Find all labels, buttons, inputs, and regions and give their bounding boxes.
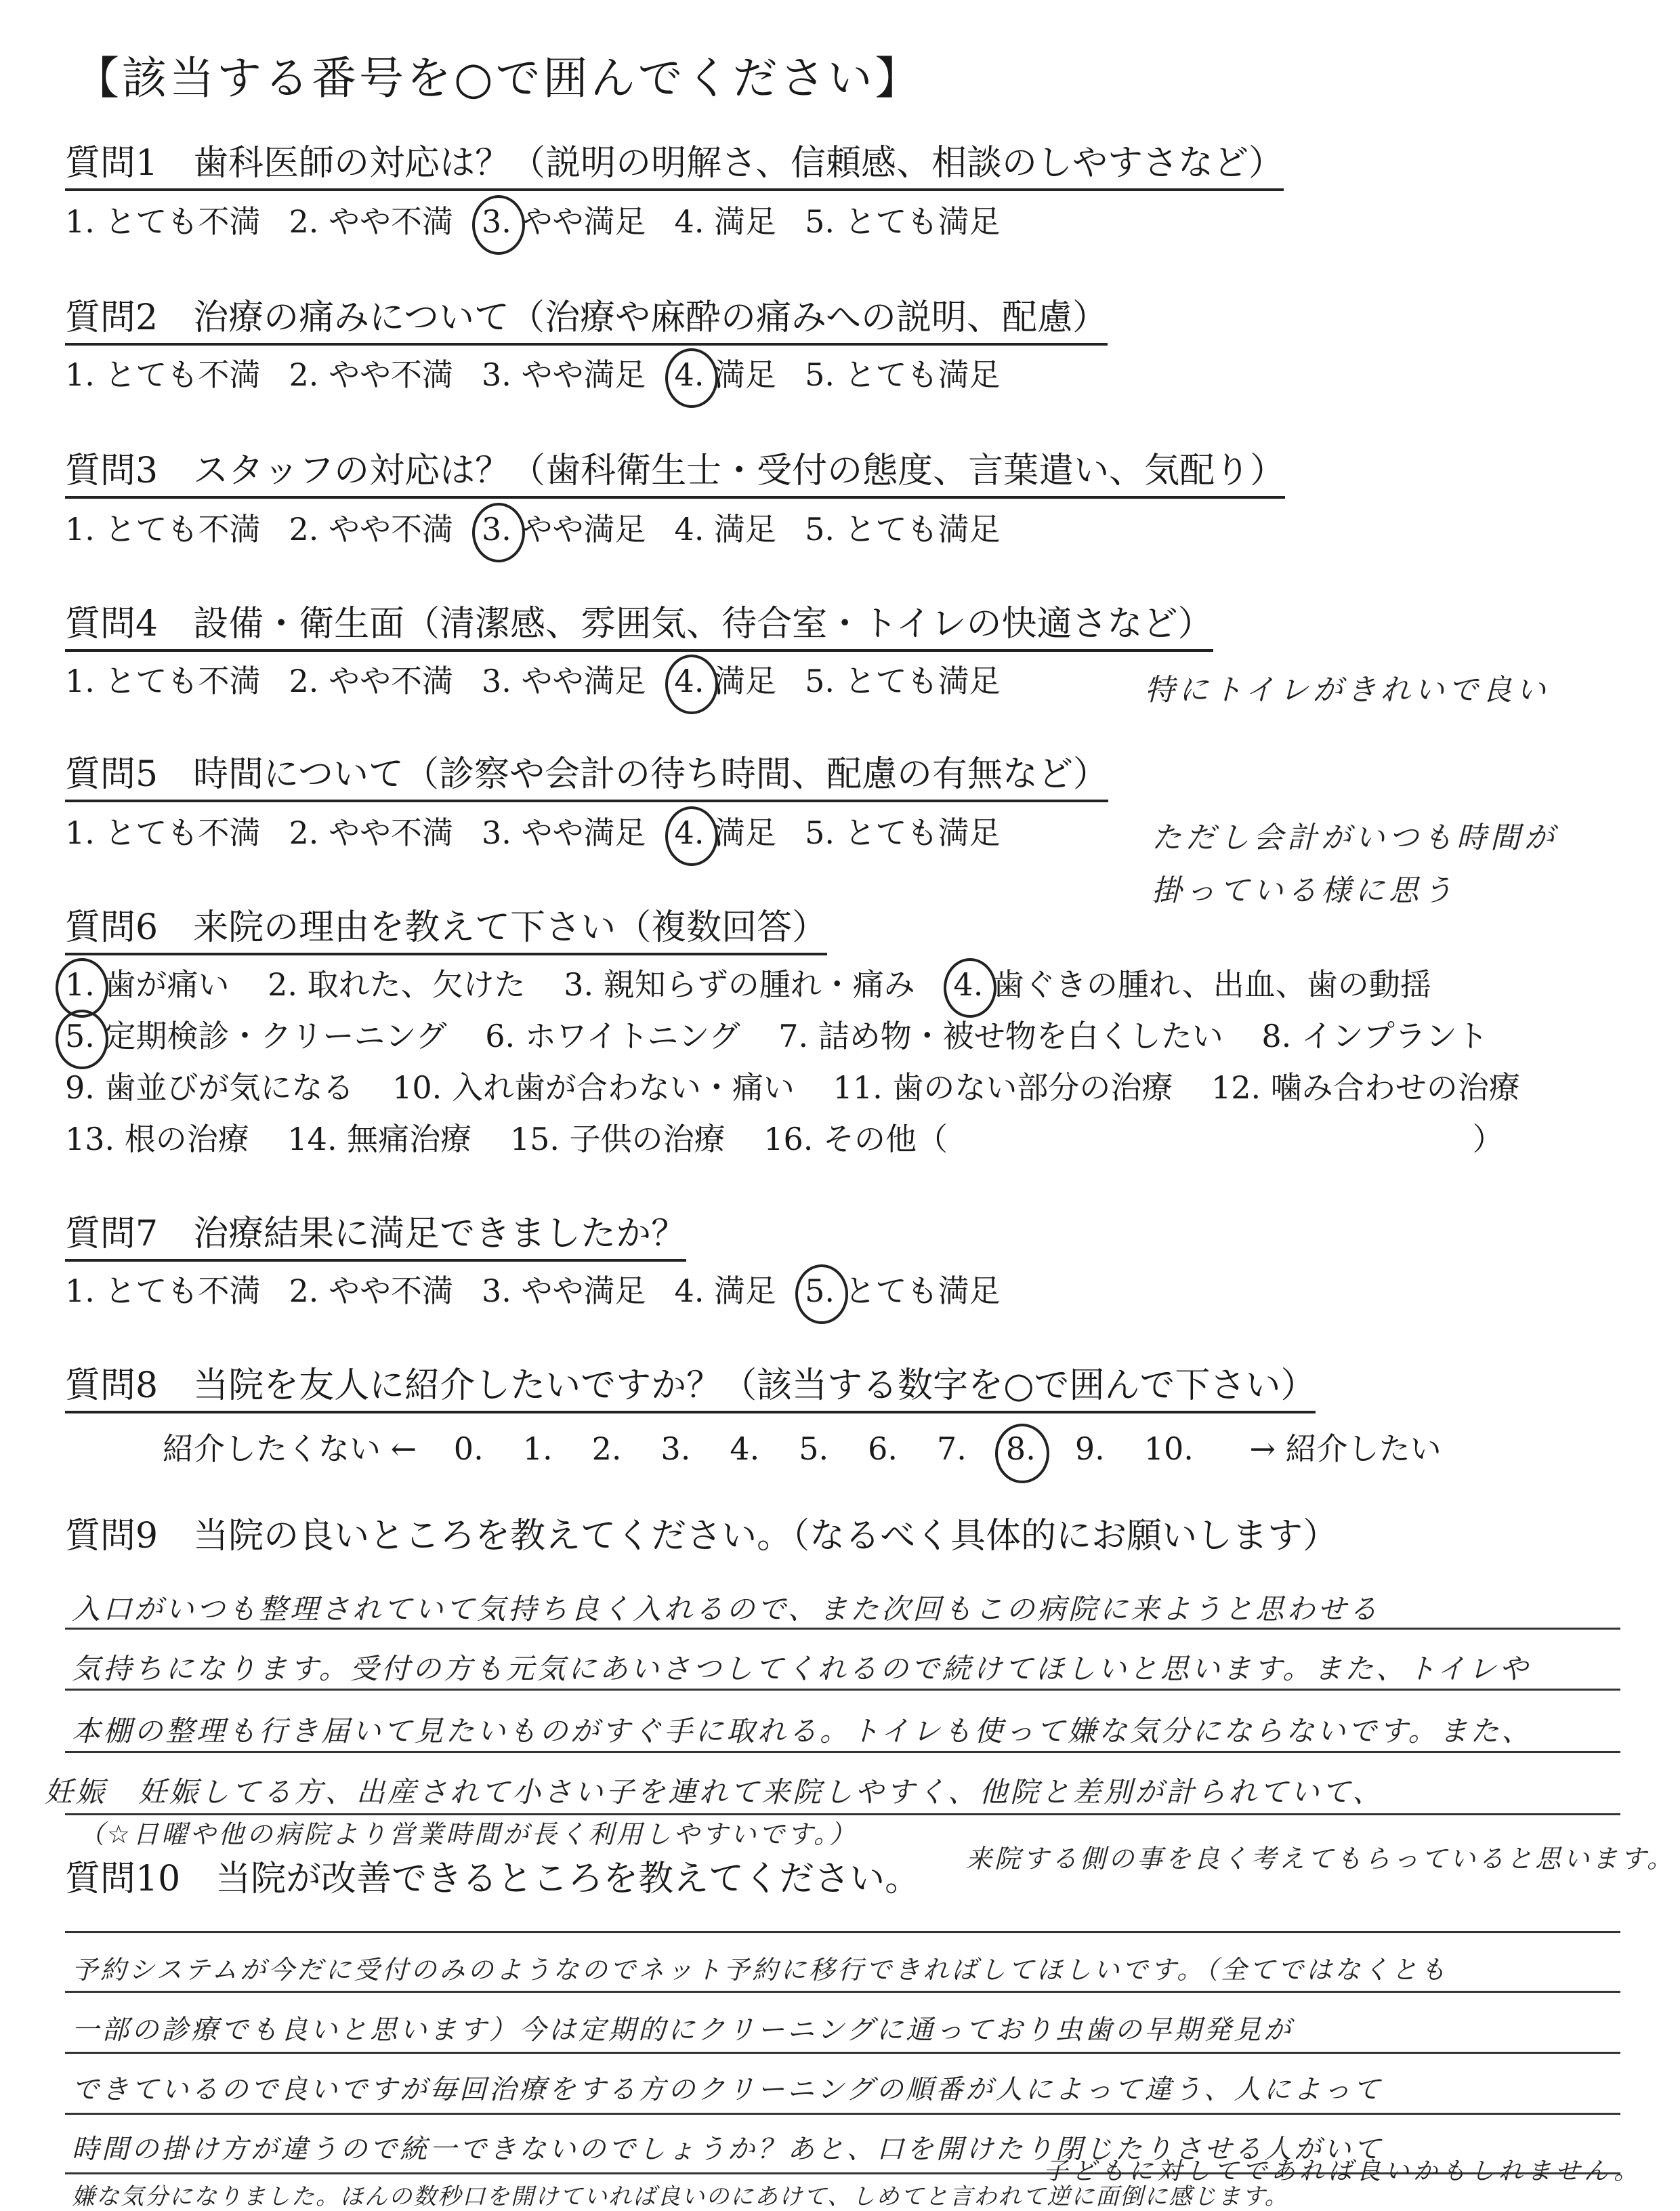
question-2-options[interactable] — [65, 355, 1029, 396]
q4-option-2[interactable]: 2. やや不満 — [289, 663, 454, 699]
q6-option-16-close: ） — [1472, 1121, 1504, 1157]
q7-option-3[interactable]: 3. やや満足 — [482, 1273, 646, 1309]
q6-option-16[interactable]: 16. その他（ — [763, 1121, 948, 1157]
q1-option-5[interactable]: 5. とても満足 — [805, 203, 1001, 240]
q5-option-3[interactable]: 3. やや満足 — [482, 814, 646, 851]
scale-number-6[interactable]: 6. — [868, 1430, 898, 1467]
answer-line — [65, 1751, 1620, 1753]
q1-option-4[interactable]: 4. 満足 — [674, 203, 777, 240]
question-6-row4[interactable] — [65, 1119, 1532, 1160]
scale-left-label: 紹介したくない ← — [163, 1430, 417, 1467]
q4-option-4[interactable]: 4. 満足 — [675, 661, 777, 702]
question-6-label: 質問6 来院の理由を教えて下さい（複数回答） — [65, 907, 827, 955]
question-3-options[interactable] — [65, 510, 1029, 550]
answer-line — [65, 1628, 1620, 1630]
question-9-answer-area[interactable] — [45, 1586, 1675, 1897]
question-5-note-line2: 掛っている様に思う — [1152, 873, 1456, 908]
q3-option-2[interactable]: 2. やや不満 — [289, 511, 454, 547]
question-4-label: 質問4 設備・衛生面（清潔感、雰囲気、待合室・トイレの快適さなど） — [65, 603, 1213, 652]
scale-number-5[interactable]: 5. — [799, 1430, 829, 1467]
q9-answer-line-6: 来院する側の事を良く考えてもらっていると思います。 — [966, 1844, 1675, 1874]
question-8-scale[interactable] — [163, 1424, 1481, 1469]
answer-line — [65, 1689, 1620, 1691]
q7-option-5[interactable]: 5. とても満足 — [805, 1271, 1001, 1312]
q10-answer-line-5: 嫌な気分になりました。ほんの数秒口を開けていれば良いのにあけて、しめてと言われて逆に面倒に感じます。 — [72, 2183, 1289, 2210]
question-7-options[interactable] — [65, 1271, 1029, 1312]
q6-option-14[interactable]: 14. 無痛治療 — [287, 1121, 472, 1157]
scale-numbers[interactable] — [454, 1430, 1233, 1467]
scale-number-7[interactable]: 7. — [937, 1430, 967, 1467]
scale-number-3[interactable]: 3. — [660, 1430, 691, 1467]
q7-option-2[interactable]: 2. やや不満 — [289, 1273, 454, 1309]
question-5-note-line1: ただし会計がいつも時間が — [1152, 821, 1558, 855]
question-5-label: 質問5 時間について（診察や会計の待ち時間、配慮の有無など） — [65, 753, 1108, 802]
question-3-label: 質問3 スタッフの対応は？（歯科衛生士・受付の態度、言葉遣い、気配り） — [65, 450, 1285, 499]
q7-option-1[interactable]: 1. とても不満 — [65, 1273, 261, 1309]
question-6-row2[interactable] — [65, 1016, 1517, 1057]
q6-option-13[interactable]: 13. 根の治療 — [65, 1121, 249, 1157]
q1-option-1[interactable]: 1. とても不満 — [65, 203, 261, 240]
q6-option-11[interactable]: 11. 歯のない部分の治療 — [833, 1069, 1173, 1106]
q9-answer-line-5: （☆日曜や他の病院より営業時間が長く利用しやすいです。） — [79, 1819, 858, 1849]
scale-number-10[interactable]: 10. — [1143, 1430, 1194, 1467]
q5-option-1[interactable]: 1. とても不満 — [65, 814, 261, 851]
scale-number-9[interactable]: 9. — [1074, 1430, 1105, 1467]
q5-option-2[interactable]: 2. やや不満 — [289, 814, 454, 851]
q6-option-12[interactable]: 12. 噛み合わせの治療 — [1211, 1069, 1520, 1106]
q1-option-3[interactable]: 3. やや満足 — [482, 202, 646, 243]
q5-option-5[interactable]: 5. とても満足 — [805, 814, 1001, 851]
scale-number-2[interactable]: 2. — [591, 1430, 622, 1467]
question-10-label: 質問10 当院が改善できるところを教えてください。 — [65, 1859, 921, 1899]
q6-option-15[interactable]: 15. 子供の治療 — [509, 1121, 726, 1157]
q10-answer-line-1: 予約システムが今だに受付のみのようなのでネット予約に移行できればしてほしいです。（全てではなくとも — [72, 1955, 1449, 1985]
q6-option-7[interactable]: 7. 詰め物・被せ物を白くしたい — [778, 1018, 1223, 1054]
answer-line — [65, 1991, 1620, 1993]
question-7-label: 質問7 治療結果に満足できましたか？ — [65, 1213, 686, 1262]
q6-option-8[interactable]: 8. インプラント — [1261, 1018, 1488, 1054]
scale-number-1[interactable]: 1. — [522, 1430, 553, 1467]
question-1-label: 質問1 歯科医師の対応は？（説明の明解さ、信頼感、相談のしやすさなど） — [65, 142, 1284, 191]
q6-option-3[interactable]: 3. 親知らずの腫れ・痛み — [564, 966, 915, 1003]
q6-option-1[interactable]: 1. 歯が痛い — [65, 965, 230, 1006]
q10-answer-line-4: 時間の掛け方が違うので統一できないのでしょうか？あと、口を開けたり閉じたりさせる人がいて — [72, 2134, 1383, 2165]
q3-option-1[interactable]: 1. とても不満 — [65, 511, 261, 547]
q6-option-4[interactable]: 4. 歯ぐきの腫れ、出血、歯の動揺 — [953, 965, 1431, 1006]
q3-option-3[interactable]: 3. やや満足 — [482, 510, 646, 550]
q6-option-5[interactable]: 5. 定期検診・クリーニング — [65, 1016, 447, 1057]
answer-line — [65, 2113, 1620, 2115]
q3-option-4[interactable]: 4. 満足 — [674, 511, 777, 547]
question-9-label: 質問9 当院の良いところを教えてください。（なるべく具体的にお願いします） — [65, 1516, 1339, 1556]
q4-option-5[interactable]: 5. とても満足 — [805, 663, 1001, 699]
q10-answer-line-2: 一部の診療でも良いと思います）今は定期的にクリーニングに通っており虫歯の早期発見が — [72, 2014, 1294, 2046]
q10-answer-line-3: できているので良いですが毎回治療をする方のクリーニングの順番が人によって違う、人によって — [72, 2074, 1383, 2105]
question-4-options[interactable] — [65, 661, 1029, 702]
question-1-options[interactable] — [65, 202, 1029, 243]
question-8-label: 質問8 当院を友人に紹介したいですか？（該当する数字を○で囲んで下さい） — [65, 1365, 1316, 1413]
q4-option-3[interactable]: 3. やや満足 — [482, 663, 646, 699]
answer-line — [65, 1931, 1620, 1933]
q2-option-2[interactable]: 2. やや不満 — [289, 356, 454, 393]
page-title: 【該当する番号を○で囲んでください】 — [75, 52, 923, 104]
scale-number-8[interactable]: 8. — [1005, 1430, 1036, 1467]
q2-option-1[interactable]: 1. とても不満 — [65, 356, 261, 393]
question-4-note: 特にトイレがきれいで良い — [1145, 673, 1550, 707]
q6-option-9[interactable]: 9. 歯並びが気になる — [65, 1069, 354, 1106]
question-6-row3[interactable] — [65, 1068, 1549, 1109]
q9-answer-line-1: 入口がいつも整理されていて気持ち良く入れるので、また次回もこの病院に来ようと思わせる — [72, 1592, 1381, 1626]
question-6-row1[interactable] — [65, 965, 1460, 1006]
question-2-label: 質問2 治療の痛みについて（治療や麻酔の痛みへの説明、配慮） — [65, 297, 1108, 346]
q9-answer-line-3: 本棚の整理も行き届いて見たいものがすぐ手に取れる。トイレも使って嫌な気分にならないです。また、 — [72, 1714, 1533, 1748]
q2-option-4[interactable]: 4. 満足 — [675, 355, 777, 396]
q4-option-1[interactable]: 1. とても不満 — [65, 663, 261, 699]
q5-option-4[interactable]: 4. 満足 — [675, 813, 777, 854]
q7-option-4[interactable]: 4. 満足 — [674, 1273, 777, 1309]
scale-number-4[interactable]: 4. — [730, 1430, 760, 1467]
q10-answer-line-6: 子どもに対してであれば良いかもしれません。 — [1043, 2157, 1643, 2185]
q1-option-2[interactable]: 2. やや不満 — [289, 203, 454, 240]
scale-right-label: → 紹介したい — [1249, 1430, 1442, 1467]
q2-option-5[interactable]: 5. とても満足 — [805, 356, 1001, 393]
q2-option-3[interactable]: 3. やや満足 — [482, 356, 646, 393]
question-5-options[interactable] — [65, 813, 1029, 854]
q3-option-5[interactable]: 5. とても満足 — [805, 511, 1001, 547]
q9-answer-line-4: 妊娠 妊娠してる方、出産されて小さい子を連れて来院しやすく、他院と差別が計られていて、 — [45, 1775, 1384, 1809]
scale-number-0[interactable]: 0. — [453, 1430, 484, 1467]
q9-answer-line-2: 気持ちになります。受付の方も元気にあいさつしてくれるので続けてほしいと思います。また、トイレや — [72, 1652, 1531, 1685]
q6-option-2[interactable]: 2. 取れた、欠けた — [268, 966, 526, 1003]
q6-option-6[interactable]: 6. ホワイトニング — [485, 1018, 740, 1054]
q6-option-10[interactable]: 10. 入れ歯が合わない・痛い — [392, 1069, 795, 1106]
answer-line — [65, 2052, 1620, 2054]
